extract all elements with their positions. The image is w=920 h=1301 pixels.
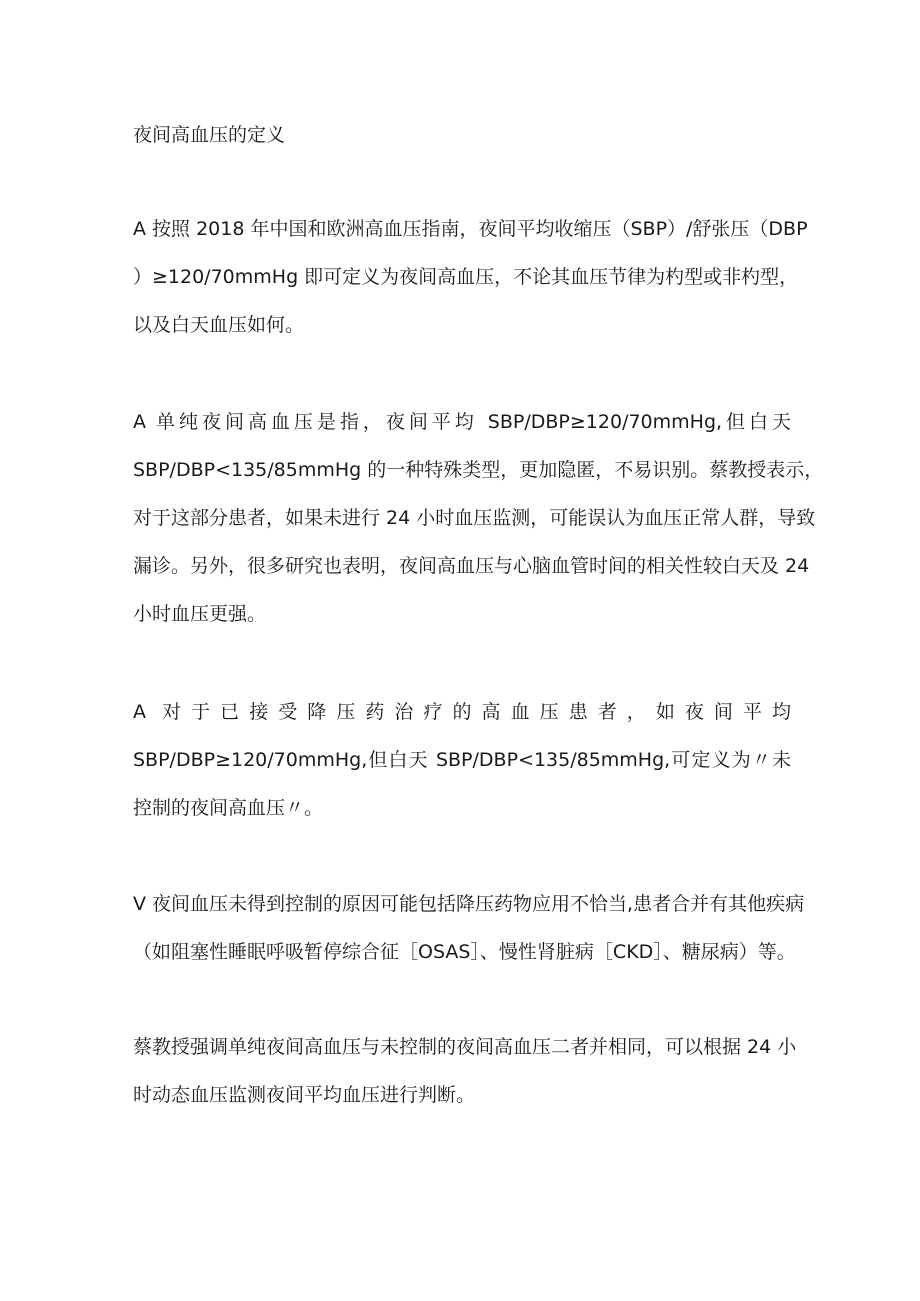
paragraph-uncontrolled xyxy=(133,688,791,832)
document-title: 夜间高血压的定义 xyxy=(133,124,286,146)
text-line: 蔡教授强调单纯夜间高血压与未控制的夜间高血压二者并相同，可以根据 24 小 xyxy=(133,1036,797,1058)
text-line: SBP/DBP<135/85mmHg 的一种特殊类型，更加隐匿，不易识别。蔡教授表示， xyxy=(133,459,824,481)
text-line: A 对于已接受降压药治疗的高血压患者，如夜间平均 xyxy=(133,701,791,723)
text-line: 小时血压更强。 xyxy=(133,603,267,625)
text-line: （如阻塞性睡眠呼吸暂停综合征［OSAS］、慢性肾脏病［CKD］、糖尿病）等。 xyxy=(133,941,796,963)
text-line: ）≥120/70mmHg 即可定义为夜间高血压，不论其血压节律为杓型或非杓型， xyxy=(133,266,799,288)
text-line: 控制的夜间高血压〃。 xyxy=(133,797,324,819)
text-line: 时动态血压监测夜间平均血压进行判断。 xyxy=(133,1084,476,1106)
paragraph-isolated-nocturnal xyxy=(133,398,824,638)
text-line: SBP/DBP≥120/70mmHg,但白天 SBP/DBP<135/85mmHg,可定义为〃未 xyxy=(133,749,791,771)
paragraph-emphasis xyxy=(133,1023,797,1119)
text-line: A 单纯夜间高血压是指，夜间平均 SBP/DBP≥120/70mmHg,但白天 xyxy=(133,411,791,433)
text-line: V 夜间血压未得到控制的原因可能包括降压药物应用不恰当,患者合并有其他疾病 xyxy=(133,893,805,915)
paragraph-definition xyxy=(133,205,808,349)
paragraph-causes xyxy=(133,880,805,976)
text-line: A 按照 2018 年中国和欧洲高血压指南，夜间平均收缩压（SBP）/舒张压（DBP xyxy=(133,218,808,240)
text-line: 以及白天血压如何。 xyxy=(133,314,305,336)
text-line: 对于这部分患者，如果未进行 24 小时血压监测，可能误认为血压正常人群，导致 xyxy=(133,507,816,529)
text-line: 漏诊。另外，很多研究也表明，夜间高血压与心脑血管时间的相关性较白天及 24 xyxy=(133,555,810,577)
